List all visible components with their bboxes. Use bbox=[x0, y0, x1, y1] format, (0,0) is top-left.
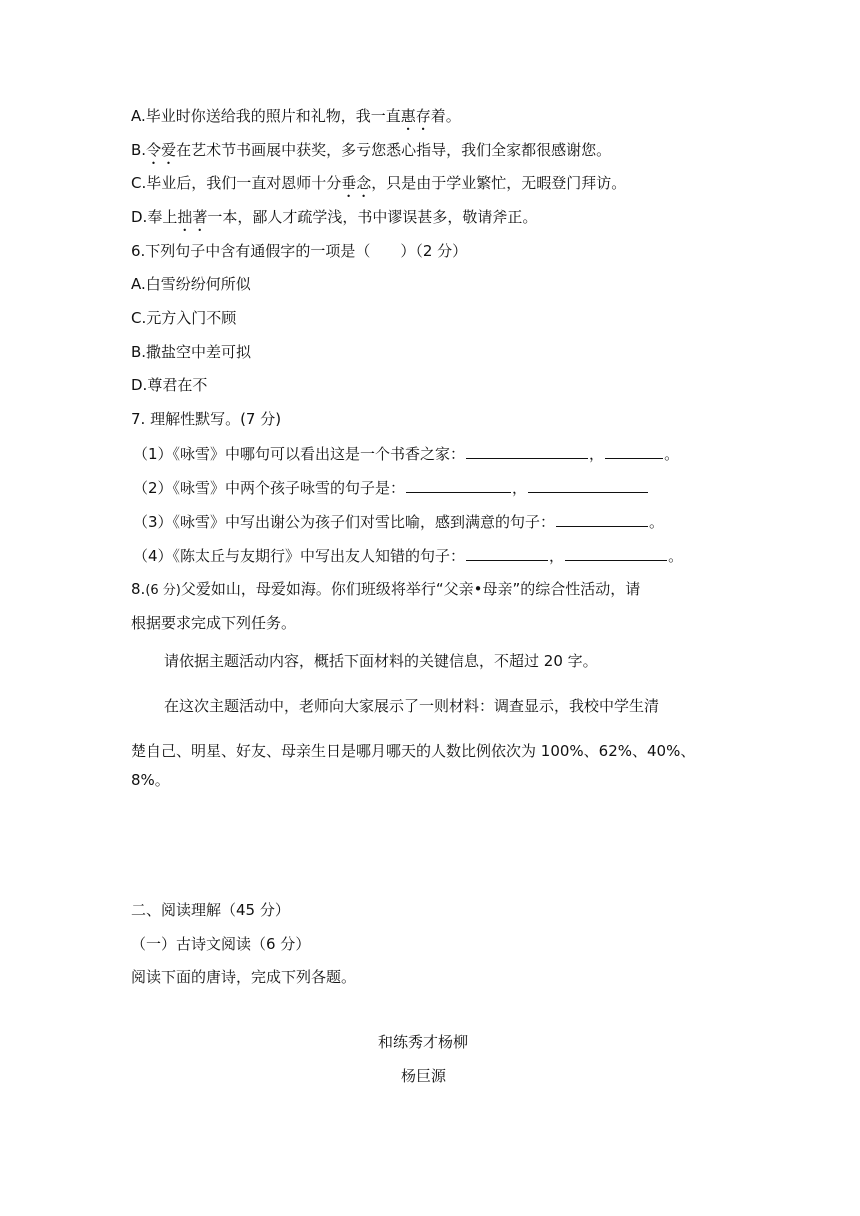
q6-option: D.尊君在不 bbox=[131, 376, 208, 394]
q6-option: B.撒盐空中差可拟 bbox=[131, 343, 252, 361]
q5-option-c bbox=[131, 173, 626, 201]
option-text: D.奉上 bbox=[131, 208, 178, 226]
q8-material-1: 在这次主题活动中，老师向大家展示了一则材料：调查显示，我校中学生清 bbox=[164, 697, 660, 715]
q8-material-3: 8%。 bbox=[131, 771, 170, 789]
option-text: 在艺术节书画展中获奖，多亏您悉心指导，我们全家都很感谢您。 bbox=[176, 141, 612, 159]
item-text: （1）《咏雪》中哪句可以看出这是一个书香之家： bbox=[133, 445, 466, 463]
q6-option: C.元方入门不顾 bbox=[131, 309, 237, 327]
end-mark: 。 bbox=[664, 445, 680, 463]
end-mark: 。 bbox=[649, 513, 665, 531]
separator: ， bbox=[549, 547, 565, 565]
q7-item-3 bbox=[133, 511, 664, 532]
emphasized-word: 惠存 bbox=[400, 107, 431, 125]
section-subtitle: （一）古诗文阅读（6 分） bbox=[131, 935, 311, 953]
q7-item-2 bbox=[133, 477, 649, 498]
q8-line-2: 根据要求完成下列任务。 bbox=[131, 614, 297, 632]
answer-blank[interactable] bbox=[556, 511, 648, 527]
item-text: （3）《咏雪》中写出谢公为孩子们对雪比喻，感到满意的句子： bbox=[133, 513, 556, 531]
option-text: 一本，鄙人才疏学浅，书中谬误甚多，敬请斧正。 bbox=[207, 208, 538, 226]
section-instruction: 阅读下面的唐诗，完成下列各题。 bbox=[131, 968, 357, 986]
question-number: 8. bbox=[131, 580, 146, 598]
emphasized-word: 令爱 bbox=[146, 141, 177, 159]
q7-item-4 bbox=[133, 545, 683, 566]
q5-option-b bbox=[131, 140, 611, 168]
answer-blank[interactable] bbox=[406, 477, 511, 493]
q8-line-1 bbox=[131, 579, 640, 601]
question-text: 父爱如山，母爱如海。你们班级将举行“父亲•母亲”的综合性活动，请 bbox=[180, 580, 641, 598]
emphasized-word: 垂念 bbox=[341, 174, 372, 192]
item-text: （2）《咏雪》中两个孩子咏雪的句子是： bbox=[133, 479, 406, 497]
q5-option-a bbox=[131, 106, 461, 134]
answer-blank[interactable] bbox=[466, 443, 588, 459]
q8-task: 请依据主题活动内容，概括下面材料的关键信息，不超过 20 字。 bbox=[164, 652, 598, 670]
option-text: ，只是由于学业繁忙，无暇登门拜访。 bbox=[371, 174, 627, 192]
end-mark: 。 bbox=[668, 547, 684, 565]
answer-blank[interactable] bbox=[565, 545, 667, 561]
poem-title: 和练秀才杨柳 bbox=[378, 1033, 469, 1051]
poem-author: 杨巨源 bbox=[401, 1067, 447, 1085]
separator: ， bbox=[512, 479, 528, 497]
q7-item-1 bbox=[133, 443, 679, 464]
q7-title: 7. 理解性默写。(7 分) bbox=[131, 410, 282, 428]
q6-stem: 6.下列句子中含有通假字的一项是（ ）（2 分） bbox=[131, 242, 468, 260]
separator: ， bbox=[589, 445, 605, 463]
option-text: 着。 bbox=[430, 107, 461, 125]
q8-material-2: 楚自己、明星、好友、母亲生日是哪月哪天的人数比例依次为 100%、62%、40%、 bbox=[131, 742, 696, 760]
q5-option-d bbox=[131, 207, 537, 235]
section-title: 二、阅读理解（45 分） bbox=[131, 901, 290, 919]
q6-option: A.白雪纷纷何所似 bbox=[131, 275, 251, 293]
emphasized-word: 拙著 bbox=[177, 208, 208, 226]
answer-blank[interactable] bbox=[466, 545, 548, 561]
answer-blank[interactable] bbox=[528, 477, 648, 493]
option-text: C.毕业后，我们一直对恩师十分 bbox=[131, 174, 342, 192]
item-text: （4）《陈太丘与友期行》中写出友人知错的句子： bbox=[133, 547, 466, 565]
question-score: (6 分) bbox=[145, 583, 181, 598]
option-text: B. bbox=[131, 141, 147, 159]
option-text: A.毕业时你送给我的照片和礼物，我一直 bbox=[131, 107, 401, 125]
answer-blank[interactable] bbox=[605, 443, 663, 459]
